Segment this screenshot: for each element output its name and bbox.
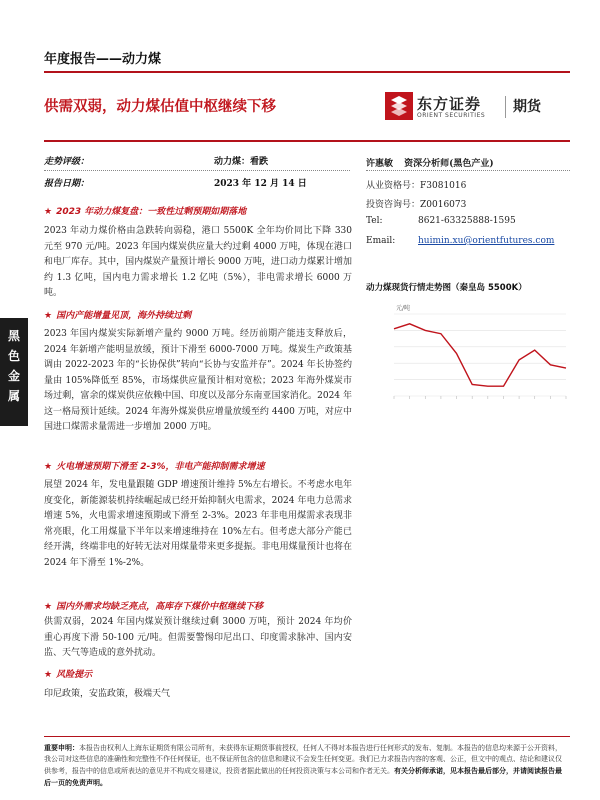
section-body-2: 2023 年国内煤炭实际新增产量约 9000 万吨。经历前期产能违支释放后，2024 年新增产能明显放缓，预计下滑至 6000-7000 万吨。煤炭生产政策基调由 2022-2023 年的“长协保供”转向“长协与安监并存”。2024 年长协签约量由 105%降低至 85%，市场煤供应量预计相对宽松；2023 年海外煤炭市场过剩，富余的煤炭供应依赖中国、印度以及部分东南亚国家消化。2024 年这一格局预计延续。2024 年海外煤炭供应增量放缓至约 4400 万吨，对应中国进口煤需求量需进一步增加 2000 万吨。 xyxy=(44,329,352,432)
chart-unit-label: 元/吨 xyxy=(396,305,411,312)
title-divider xyxy=(44,140,570,142)
trend-rating-value: 动力煤：看跌 xyxy=(214,157,269,167)
section-heading-3: ★ 火电增速预期下滑至 2-3%，非电产能抑制需求增速 xyxy=(44,462,265,472)
star-icon: ★ xyxy=(44,670,53,680)
section-heading-1: ★ 2023 年动力煤复盘：一致性过剩预期如期落地 xyxy=(44,207,247,217)
logo-subtitle: ORIENT SECURITIES xyxy=(417,112,486,119)
cert-label: 从业资格号： xyxy=(366,181,421,191)
side-char: 属 xyxy=(7,389,20,403)
price-trend-chart xyxy=(366,296,570,414)
footer-divider xyxy=(44,736,570,737)
star-icon: ★ xyxy=(44,462,53,472)
logo-division: 期货 xyxy=(513,99,541,115)
invest-value: Z0016073 xyxy=(420,200,467,210)
analyst-divider xyxy=(366,170,570,171)
analyst-role: 资深分析师(黑色产业) xyxy=(404,159,494,169)
meta-divider xyxy=(44,170,350,171)
trend-rating-label: 走势评级： xyxy=(44,157,90,167)
report-date-label: 报告日期： xyxy=(44,179,90,189)
email-link[interactable]: huimin.xu@orientfutures.com xyxy=(418,236,555,246)
section-heading-5: ★ 风险提示 xyxy=(44,670,93,680)
tel-row xyxy=(366,216,516,226)
price-series-line xyxy=(394,324,566,386)
tel-label: Tel: xyxy=(366,216,383,226)
analyst-name: 许惠敏 xyxy=(366,159,394,169)
section-body-5: 印尼政策，安监政策，极端天气 xyxy=(44,689,171,699)
star-icon: ★ xyxy=(44,311,53,321)
side-char: 黑 xyxy=(7,329,20,343)
section-heading-4: ★ 国内外需求均缺乏亮点，高库存下煤价中枢继续下移 xyxy=(44,602,264,612)
star-icon: ★ xyxy=(44,602,53,612)
orient-logo-icon xyxy=(385,92,413,120)
email-label: Email: xyxy=(366,236,396,246)
chart-series xyxy=(394,324,566,386)
side-char: 色 xyxy=(7,349,20,363)
report-type-title: 年度报告——动力煤 xyxy=(44,52,162,67)
section-body-1: 2023 年动力煤价格由急跌转向弱稳，港口 5500K 全年均价同比下降 330 元至 970 元/吨。2023 年国内煤炭供应量大约过剩 4000 万吨，体现在港口和电厂库存。其中，国内煤炭产量预计增长 9000 万吨，进口动力煤累计增加约 1.3 亿吨，国内电力需求增长 1.2 亿吨（5%），非电需求增长 6000 万吨。 xyxy=(44,226,352,298)
sector-side-label xyxy=(0,318,28,426)
tel-value: 8621-63325888-1595 xyxy=(418,216,516,226)
chart-x-ticks xyxy=(394,396,566,399)
disclaimer-text: 本报告由权利人上海东证期货有限公司所有，未获得东证期货事前授权，任何人不得对本报告进行任何形式的发布、复制。本报告的信息均来源于公开资料，我公司对这些信息的准确性和完整性不作任何保证，也不保证所包含的信息和建议不会发生任何变更。我们已力求报告内容的客观、公正，但文中的观点、结论和建议仅供参考，报告中的信息或所表达的意见并不构成交易建议，投资者据此做出的任何投资决策与本公司和作者无关。 xyxy=(44,744,562,775)
analyst-heading xyxy=(366,156,494,169)
side-char: 金 xyxy=(7,369,20,383)
report-date-value: 2023 年 12 月 14 日 xyxy=(214,179,307,189)
disclaimer-label: 重要申明： xyxy=(44,743,79,752)
header-divider xyxy=(44,71,570,73)
section-heading-2: ★ 国内产能增量见顶，海外持续过剩 xyxy=(44,311,192,321)
disclaimer xyxy=(44,742,568,789)
section-body-3: 展望 2024 年，发电量跟随 GDP 增速预计维持 5%左右增长。不考虑水电年度变化，新能源装机持续崛起成已经开始抑制火电需求，2024 年电力总需求增速 5%，火电需求增速预期或下滑至 2-3%。2023 年非电用煤需求表现非常亮眼，化工用煤量下半年以来增速维持在 10%左右。但考虑大部分产能已经开满，终端非电的好转无法对用煤量带来更多提振。非电用煤量预计也将在 2024 年下滑至 1%-2%。 xyxy=(44,480,352,568)
company-logo xyxy=(385,92,570,124)
logo-name: 东方证券 xyxy=(417,95,482,113)
invest-number-row xyxy=(366,197,466,210)
logo-separator xyxy=(505,96,506,118)
cert-value: F3081016 xyxy=(420,181,467,191)
chart-title: 动力煤现货行情走势图（秦皇岛 5500K） xyxy=(366,283,527,293)
cert-number-row xyxy=(366,178,466,191)
invest-label: 投资咨询号： xyxy=(366,200,421,210)
section-body-4: 供需双弱，2024 年国内煤炭预计继续过剩 3000 万吨，预计 2024 年均价重心再度下滑 50-100 元/吨。但需要警惕印尼出口、印度需求脉冲、国内安监、天气等造成的意外扰动。 xyxy=(44,617,352,658)
star-icon: ★ xyxy=(44,207,53,217)
disclaimer-tail: 有关分析师承诺，见本报告最后部分，并请阅读报告最后一页的免责声明。 xyxy=(44,766,562,787)
email-row xyxy=(366,236,571,246)
page-title: 供需双弱，动力煤估值中枢继续下移 xyxy=(44,99,276,115)
